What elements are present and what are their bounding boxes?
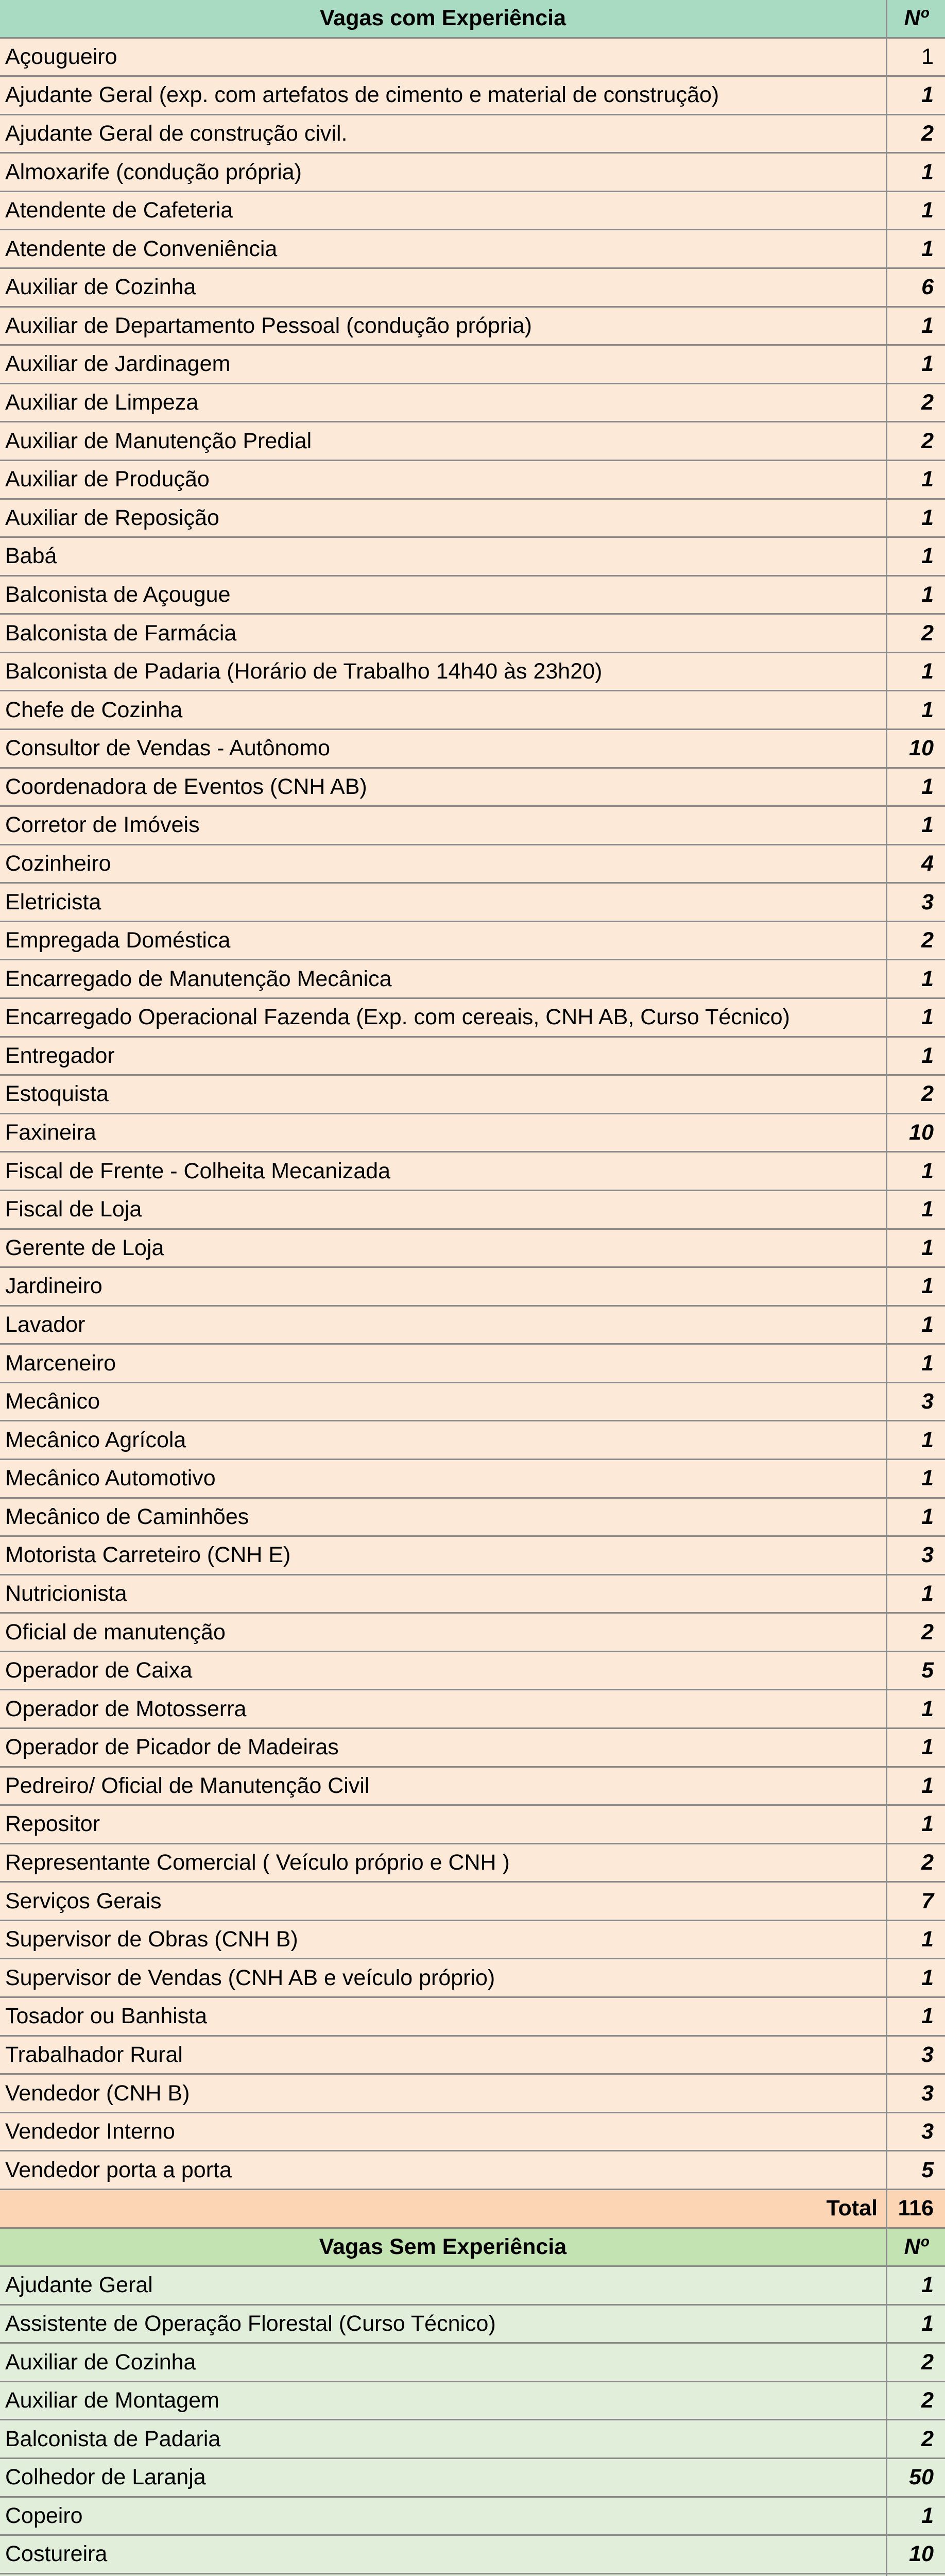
- table-row: [0, 1806, 945, 1844]
- table-row-label: Balconista de Padaria: [0, 2420, 887, 2459]
- section-total-exp-label: Total: [0, 2190, 887, 2229]
- table-row: [0, 1191, 945, 1230]
- table-row-count: 1: [887, 1345, 945, 1383]
- table-row-count: 1: [887, 230, 945, 269]
- table-row: [0, 1883, 945, 1921]
- table-row-count: 1: [887, 1038, 945, 1076]
- table-row-label: Costureira: [0, 2536, 887, 2574]
- table-row: [0, 1537, 945, 1575]
- table-row-label: Assistente de Operação Florestal (Curso Técnico): [0, 2306, 887, 2344]
- table-row-count: 1: [887, 1421, 945, 1460]
- table-row-count: 1: [887, 1268, 945, 1307]
- table-row-count: 2: [887, 115, 945, 154]
- table-row: [0, 1998, 945, 2037]
- table-row-label: Vendedor Interno: [0, 2113, 887, 2152]
- table-row-label: Entregador: [0, 1038, 887, 1076]
- table-row: [0, 1768, 945, 1806]
- table-row-count: 1: [887, 577, 945, 615]
- table-row-label: Supervisor de Obras (CNH B): [0, 1921, 887, 1960]
- table-row-count: 3: [887, 1383, 945, 1422]
- table-row-count: 1: [887, 461, 945, 500]
- table-row-count: 50: [887, 2459, 945, 2498]
- table-row-count: 1: [887, 2267, 945, 2306]
- table-row-label: Babá: [0, 538, 887, 577]
- table-row-label: Nutricionista: [0, 1575, 887, 1614]
- table-row-label: Atendente de Cafeteria: [0, 192, 887, 231]
- table-row-count: 1: [887, 1307, 945, 1345]
- table-row-label: Consultor de Vendas - Autônomo: [0, 730, 887, 769]
- table-row: [0, 845, 945, 884]
- table-row-count: 1: [887, 1153, 945, 1191]
- table-row-count: 5: [887, 2151, 945, 2190]
- table-row-label: Supervisor de Vendas (CNH AB e veículo próprio): [0, 1959, 887, 1998]
- table-row: [0, 1038, 945, 1076]
- table-row: [0, 999, 945, 1038]
- table-row: [0, 39, 945, 77]
- table-row-count: 1: [887, 77, 945, 115]
- table-row-label: Colhedor de Laranja: [0, 2459, 887, 2498]
- table-row: [0, 1076, 945, 1114]
- table-row: [0, 461, 945, 500]
- table-row-label: Vendedor porta a porta: [0, 2151, 887, 2190]
- table-row-label: Fiscal de Frente - Colheita Mecanizada: [0, 1153, 887, 1191]
- table-row-label: Repositor: [0, 1806, 887, 1844]
- table-row: [0, 422, 945, 461]
- table-row-label: Atendente de Conveniência: [0, 230, 887, 269]
- table-row: [0, 691, 945, 730]
- table-row-label: Empregada Doméstica: [0, 922, 887, 961]
- table-row: [0, 1499, 945, 1537]
- table-row-label: Ajudante Geral (exp. com artefatos de cimento e material de construção): [0, 77, 887, 115]
- table-row-label: Operador de Picador de Madeiras: [0, 1729, 887, 1768]
- table-row-label: Vendedor (CNH B): [0, 2075, 887, 2113]
- table-row: [0, 384, 945, 423]
- table-row-label: Ajudante Geral de construção civil.: [0, 115, 887, 154]
- table-row-count: 1: [887, 691, 945, 730]
- section-header-exp-label: Vagas com Experiência: [0, 0, 887, 39]
- table-row-count: 1: [887, 1768, 945, 1806]
- table-row-label: Marceneiro: [0, 1345, 887, 1383]
- table-row-count: 1: [887, 308, 945, 346]
- table-row: [0, 2344, 945, 2382]
- table-row-label: Balconista de Farmácia: [0, 615, 887, 653]
- table-row-count: 2: [887, 2382, 945, 2421]
- table-row-count: 4: [887, 845, 945, 884]
- section-header-exp-count: Nº: [887, 0, 945, 39]
- table-row: [0, 1153, 945, 1191]
- table-row-label: Auxiliar de Produção: [0, 461, 887, 500]
- table-row-label: Oficial de manutenção: [0, 1614, 887, 1652]
- section-header-semexp: [0, 2229, 945, 2267]
- table-row-count: 2: [887, 2420, 945, 2459]
- table-row: [0, 922, 945, 961]
- table-row-count: 1: [887, 538, 945, 577]
- table-row-count: 3: [887, 1537, 945, 1575]
- table-row: [0, 1307, 945, 1345]
- table-row-count: 6: [887, 269, 945, 308]
- table-row-count: 2: [887, 422, 945, 461]
- table-row-count: 1: [887, 1690, 945, 1729]
- section-total-exp: [0, 2190, 945, 2229]
- table-row-label: Ajudante Geral: [0, 2267, 887, 2306]
- table-row-label: Coordenadora de Eventos (CNH AB): [0, 769, 887, 807]
- table-row-count: 7: [887, 1883, 945, 1921]
- table-row-count: 2: [887, 615, 945, 653]
- table-row-label: Encarregado de Manutenção Mecânica: [0, 960, 887, 999]
- table-row-label: Auxiliar de Cozinha: [0, 2344, 887, 2382]
- table-row: [0, 500, 945, 538]
- table-row: [0, 1460, 945, 1499]
- table-row-label: Gerente de Loja: [0, 1230, 887, 1268]
- table-row-count: 1: [887, 999, 945, 1038]
- table-row: [0, 154, 945, 192]
- section-header-semexp-count: Nº: [887, 2229, 945, 2267]
- table-row-label: Auxiliar de Departamento Pessoal (condução própria): [0, 308, 887, 346]
- table-row-label: Eletricista: [0, 884, 887, 922]
- table-row-count: 1: [887, 2306, 945, 2344]
- table-row-count: 1: [887, 960, 945, 999]
- table-row: [0, 269, 945, 308]
- table-row: [0, 577, 945, 615]
- table-row-label: Balconista de Açougue: [0, 577, 887, 615]
- table-row: [0, 192, 945, 231]
- table-row-label: Corretor de Imóveis: [0, 807, 887, 845]
- table-row-label: Mecânico: [0, 1383, 887, 1422]
- table-row-count: 1: [887, 39, 945, 77]
- table-row-label: Auxiliar de Manutenção Predial: [0, 422, 887, 461]
- table-row: [0, 1690, 945, 1729]
- table-row-count: 1: [887, 192, 945, 231]
- table-row-label: Fiscal de Loja: [0, 1191, 887, 1230]
- table-row: [0, 1575, 945, 1614]
- table-row: [0, 1729, 945, 1768]
- section-header-semexp-label: Vagas Sem Experiência: [0, 2229, 887, 2267]
- table-row-label: Mecânico Agrícola: [0, 1421, 887, 1460]
- table-row-label: Motorista Carreteiro (CNH E): [0, 1537, 887, 1575]
- table-row-count: 1: [887, 1729, 945, 1768]
- table-row-label: Auxiliar de Reposição: [0, 500, 887, 538]
- table-row: [0, 1345, 945, 1383]
- table-row-label: Operador de Motosserra: [0, 1690, 887, 1729]
- table-row-count: 1: [887, 1575, 945, 1614]
- table-row-label: Lavador: [0, 1307, 887, 1345]
- table-row: [0, 1652, 945, 1691]
- table-row-count: 2: [887, 1076, 945, 1114]
- table-row-label: Trabalhador Rural: [0, 2037, 887, 2075]
- table-row: [0, 960, 945, 999]
- table-row-label: Tosador ou Banhista: [0, 1998, 887, 2037]
- table-row-count: 1: [887, 2498, 945, 2536]
- table-row-label: Cozinheiro: [0, 845, 887, 884]
- table-row-count: 3: [887, 2037, 945, 2075]
- table-row-label: Representante Comercial ( Veículo próprio e CNH ): [0, 1844, 887, 1883]
- table-row-count: 5: [887, 1652, 945, 1691]
- table-row: [0, 2382, 945, 2421]
- table-row: [0, 538, 945, 577]
- table-row-count: 1: [887, 346, 945, 384]
- table-row: [0, 1921, 945, 1960]
- table-row: [0, 308, 945, 346]
- table-row-label: Encarregado Operacional Fazenda (Exp. com cereais, CNH AB, Curso Técnico): [0, 999, 887, 1038]
- table-row-count: 3: [887, 2113, 945, 2152]
- table-row: [0, 2267, 945, 2306]
- table-row: [0, 2075, 945, 2113]
- table-row-count: 10: [887, 1114, 945, 1153]
- table-row: [0, 1114, 945, 1153]
- table-row-count: 3: [887, 884, 945, 922]
- table-row-label: Estoquista: [0, 1076, 887, 1114]
- table-row: [0, 2037, 945, 2075]
- table-row-count: 10: [887, 730, 945, 769]
- table-row-label: Operador de Caixa: [0, 1652, 887, 1691]
- table-row-count: 1: [887, 1806, 945, 1844]
- table-row-label: Faxineira: [0, 1114, 887, 1153]
- table-row-count: 2: [887, 384, 945, 423]
- table-row: [0, 1844, 945, 1883]
- table-row-count: 1: [887, 1191, 945, 1230]
- table-row: [0, 615, 945, 653]
- table-row: [0, 769, 945, 807]
- table-row: [0, 115, 945, 154]
- table-row: [0, 807, 945, 845]
- table-row-count: 2: [887, 2344, 945, 2382]
- table-row-label: Auxiliar de Cozinha: [0, 269, 887, 308]
- table-row: [0, 230, 945, 269]
- table-row-label: Balconista de Padaria (Horário de Trabalho 14h40 às 23h20): [0, 653, 887, 692]
- table-row-label: Açougueiro: [0, 39, 887, 77]
- table-row: [0, 2151, 945, 2190]
- table-row: [0, 2498, 945, 2536]
- table-row-count: 1: [887, 1460, 945, 1499]
- table-row: [0, 346, 945, 384]
- table-row-count: 2: [887, 1614, 945, 1652]
- table-row-label: Serviços Gerais: [0, 1883, 887, 1921]
- table-row: [0, 653, 945, 692]
- section-total-exp-count: 116: [887, 2190, 945, 2229]
- table-row-count: 3: [887, 2075, 945, 2113]
- table-row-count: 1: [887, 154, 945, 192]
- table-row-label: Auxiliar de Montagem: [0, 2382, 887, 2421]
- table-row-count: 2: [887, 922, 945, 961]
- table-row-count: 1: [887, 1921, 945, 1960]
- table-row: [0, 2306, 945, 2344]
- table-row-label: Copeiro: [0, 2498, 887, 2536]
- table-row-count: 1: [887, 500, 945, 538]
- table-row-count: 1: [887, 1499, 945, 1537]
- table-row-label: Auxiliar de Limpeza: [0, 384, 887, 423]
- table-row-label: Mecânico de Caminhões: [0, 1499, 887, 1537]
- table-row-count: 1: [887, 807, 945, 845]
- table-row-label: Chefe de Cozinha: [0, 691, 887, 730]
- table-row: [0, 2420, 945, 2459]
- table-row: [0, 1230, 945, 1268]
- table-row-count: 1: [887, 653, 945, 692]
- table-row-label: Pedreiro/ Oficial de Manutenção Civil: [0, 1768, 887, 1806]
- table-row-label: Almoxarife (condução própria): [0, 154, 887, 192]
- table-row: [0, 730, 945, 769]
- table-row-count: 2: [887, 1844, 945, 1883]
- table-row: [0, 1614, 945, 1652]
- table-row: [0, 1383, 945, 1422]
- table-row-count: 1: [887, 1959, 945, 1998]
- table-row-count: 1: [887, 1998, 945, 2037]
- table-row-count: 1: [887, 769, 945, 807]
- table-row-label: Mecânico Automotivo: [0, 1460, 887, 1499]
- table-row-count: 1: [887, 1230, 945, 1268]
- table-row: [0, 77, 945, 115]
- table-row-count: 10: [887, 2536, 945, 2574]
- table-row: [0, 1268, 945, 1307]
- table-row: [0, 2536, 945, 2574]
- table-row: [0, 2459, 945, 2498]
- table-row-label: Jardineiro: [0, 1268, 887, 1307]
- section-header-exp: [0, 0, 945, 39]
- table-row: [0, 1421, 945, 1460]
- table-row: [0, 2113, 945, 2152]
- table-row-label: Auxiliar de Jardinagem: [0, 346, 887, 384]
- table-row: [0, 884, 945, 922]
- table-row: [0, 1959, 945, 1998]
